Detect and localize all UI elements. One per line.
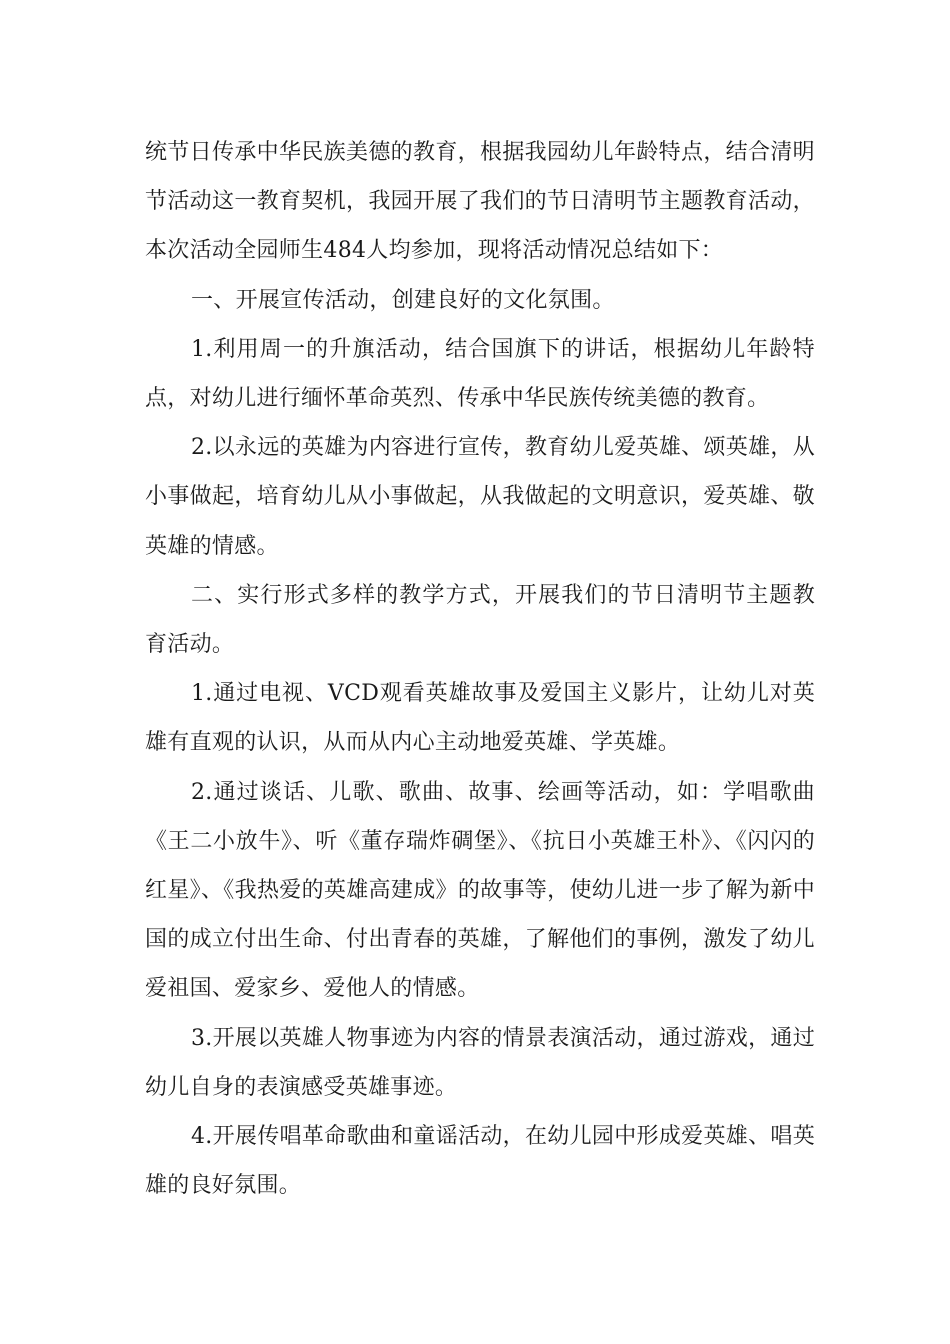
section-2-item-2: 2.通过谈话、儿歌、歌曲、故事、绘画等活动，如：学唱歌曲《王二小放牛》、听《董存瑞炸碉堡》、《抗日小英雄王朴》、《闪闪的红星》、《我热爱的英雄高建成》的故事等，使幼儿进一步了解为新中国的成立付出生命、付出青春的英雄，了解他们的事例，激发了幼儿爱祖国、爱家乡、爱他人的情感。: [145, 779, 815, 1002]
section-2-item-1: 1.通过电视、VCD观看英雄故事及爱国主义影片，让幼儿对英雄有直观的认识，从而从内心主动地爱英雄、学英雄。: [145, 681, 815, 756]
section-2-heading: 二、实行形式多样的教学方式，开展我们的节日清明节主题教育活动。: [145, 582, 815, 658]
section-2-item-3: 3.开展以英雄人物事迹为内容的情景表演活动，通过游戏，通过幼儿自身的表演感受英雄事迹。: [145, 1025, 815, 1100]
section-2-item-4: 4.开展传唱革命歌曲和童谣活动，在幼儿园中形成爱英雄、唱英雄的良好氛围。: [145, 1124, 815, 1199]
paragraph-intro: 统节日传承中华民族美德的教育，根据我园幼儿年龄特点，结合清明节活动这一教育契机，我园开展了我们的节日清明节主题教育活动，本次活动全园师生484人均参加，现将活动情况总结如下：: [145, 140, 815, 264]
section-1-item-2: 2.以永远的英雄为内容进行宣传，教育幼儿爱英雄、颂英雄，从小事做起，培育幼儿从小事做起，从我做起的文明意识，爱英雄、敬英雄的情感。: [145, 435, 815, 559]
document-body: [145, 128, 815, 1210]
section-1-item-1: 1.利用周一的升旗活动，结合国旗下的讲话，根据幼儿年龄特点，对幼儿进行缅怀革命英烈、传承中华民族传统美德的教育。: [145, 336, 815, 412]
section-1-heading: 一、开展宣传活动，创建良好的文化氛围。: [191, 287, 615, 313]
